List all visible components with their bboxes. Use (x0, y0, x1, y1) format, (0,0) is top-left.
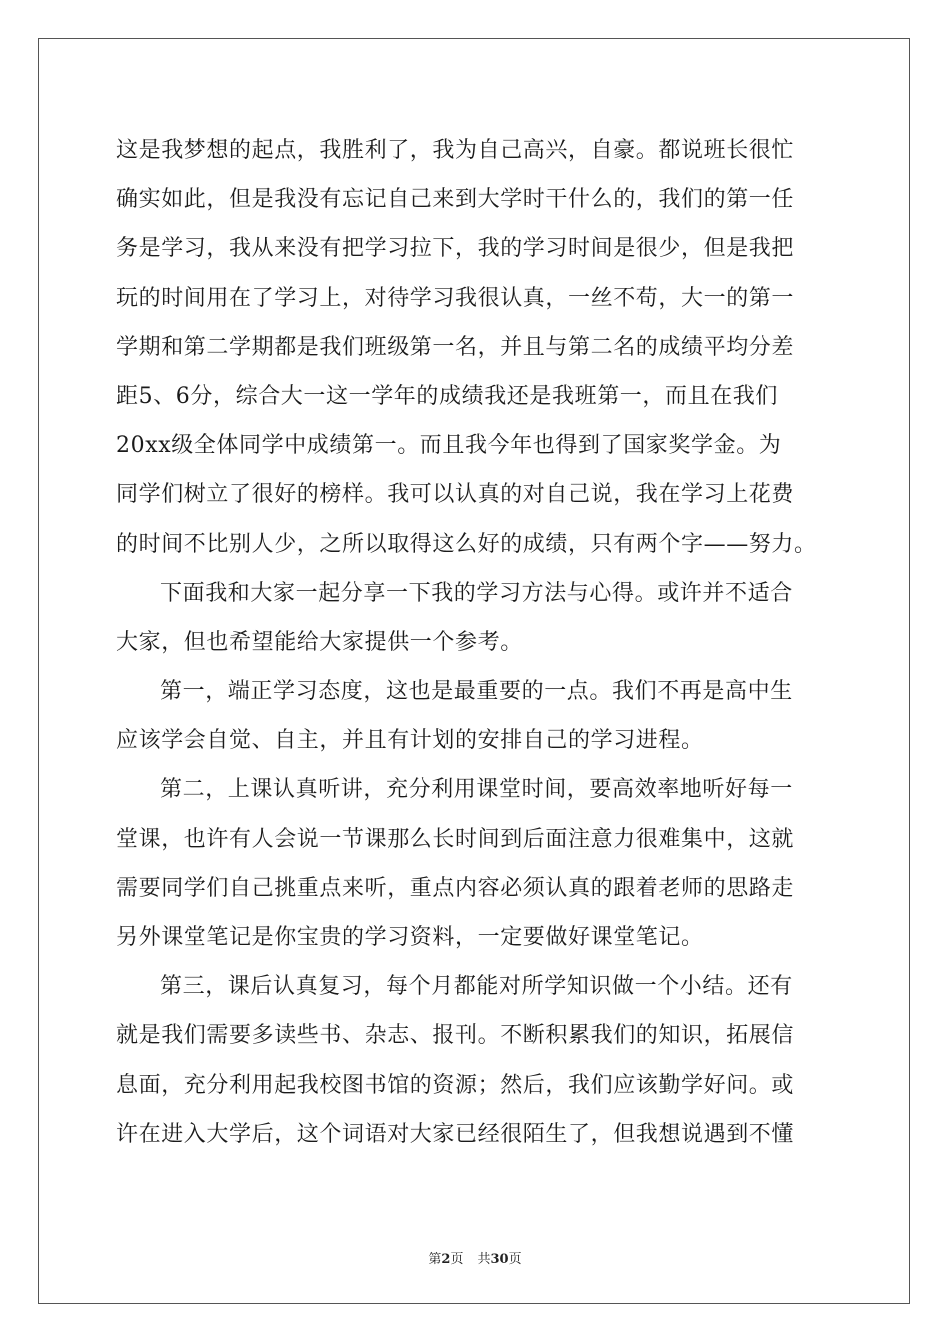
text-line: 下面我和大家一起分享一下我的学习方法与心得。或许并不适合 (160, 580, 793, 606)
footer-page-prefix: 第 (428, 1252, 442, 1267)
footer-current-page: 2 (441, 1252, 451, 1267)
text-line: 许在进入大学后，这个词语对大家已经很陌生了，但我想说遇到不懂 (116, 1121, 795, 1147)
text-line: 这是我梦想的起点，我胜利了，我为自己高兴，自豪。都说班长很忙 (116, 138, 795, 163)
text-line: 第三，课后认真复习，每个月都能对所学知识做一个小结。还有 (160, 974, 793, 1000)
text-line: 的时间不比别人少，之所以取得这么好的成绩，只有两个字——努力。 (116, 531, 817, 557)
text-line: 学期和第二学期都是我们班级第一名，并且与第二名的成绩平均分差 (116, 334, 795, 360)
text-line: 务是学习，我从来没有把学习拉下，我的学习时间是很少，但是我把 (116, 236, 795, 262)
text-line: 第一，端正学习态度，这也是最重要的一点。我们不再是高中生 (160, 679, 793, 705)
text-line: 息面，充分利用起我校图书馆的资源；然后，我们应该勤学好问。或 (116, 1072, 795, 1098)
footer-page-suffix: 页 (450, 1252, 464, 1267)
text-line: 确实如此，但是我没有忘记自己来到大学时干什么的，我们的第一任 (116, 187, 795, 213)
text-line: 需要同学们自己挑重点来听，重点内容必须认真的跟着老师的思路走 (116, 875, 795, 901)
text-line: 玩的时间用在了学习上，对待学习我很认真，一丝不苟，大一的第一 (116, 285, 795, 311)
text-line: 堂课，也许有人会说一节课那么长时间到后面注意力很难集中，这就 (116, 826, 795, 852)
text-line: 应该学会自觉、自主，并且有计划的安排自己的学习进程。 (116, 728, 704, 754)
footer-total-pages: 30 (490, 1252, 509, 1267)
text-line: 就是我们需要多读些书、杂志、报刊。不断积累我们的知识，拓展信 (116, 1023, 795, 1049)
text-line: 第二，上课认真听讲，充分利用课堂时间，要高效率地听好每一 (160, 777, 793, 803)
text-line: 同学们树立了很好的榜样。我可以认真的对自己说，我在学习上花费 (116, 482, 795, 508)
text-line: 20xx级全体同学中成绩第一。而且我今年也得到了国家奖学金。为 (116, 433, 782, 459)
footer-total-suffix: 页 (508, 1252, 522, 1267)
text-line: 另外课堂笔记是你宝贵的学习资料，一定要做好课堂笔记。 (116, 925, 704, 950)
page-footer (0, 1248, 950, 1267)
footer-total-prefix: 共 (477, 1252, 491, 1267)
text-line: 距5、6分，综合大一这一学年的成绩我还是我班第一，而且在我们 (116, 383, 778, 409)
text-line: 大家，但也希望能给大家提供一个参考。 (116, 629, 523, 655)
document-body (116, 126, 836, 1159)
